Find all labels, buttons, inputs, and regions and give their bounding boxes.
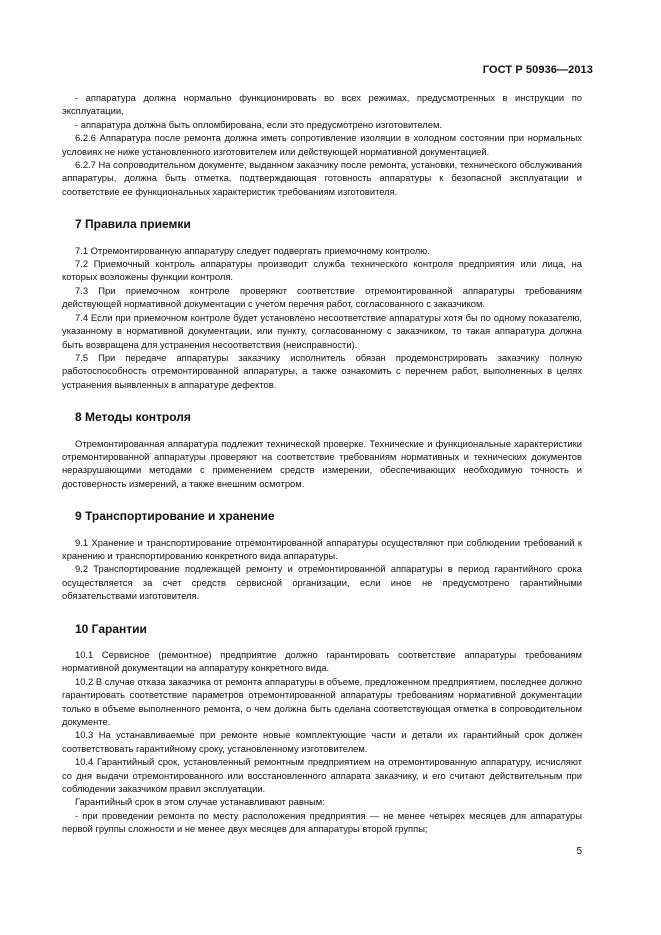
paragraph: Отремонтированная аппаратура подлежит технической проверке. Технические и функциональные характеристики отремонтированной аппаратуры проверяют на соответствие требованиям нормативных и технических документов неразрушающими методами с применением средств измерении, обеспечивающих необходимую точность и достоверность измерений, а также внешним осмотром. <box>62 437 582 489</box>
section-heading: 9 Транспортирование и хранение <box>75 509 275 524</box>
section-heading: 8 Методы контроля <box>75 410 191 425</box>
paragraph: - при проведении ремонта по месту расположения предприятия — не менее четырех месяцев для аппаратуры первой группы сложности и не менее двух месяцев для аппаратуры второй группы; <box>62 809 582 835</box>
paragraph: 10.4 Гарантийный срок, установленный ремонтным предприятием на отремонтированную аппаратуру, исчисляют со дня выдачи отремонтированного или восстановленного аппарата заказчику, и его считают действительным при соблюдении заказчиком правил эксплуатации. <box>62 756 582 795</box>
paragraph: 10.3 На устанавливаемые при ремонте новые комплектующие части и детали их гарантийный срок должен соответствовать гарантийному сроку, установленному изготовителем. <box>62 729 582 754</box>
document-body <box>62 91 582 836</box>
paragraph: - аппаратура должна быть опломбирована, если это предусмотрено изготовителем. <box>75 118 442 130</box>
document-standard-header: ГОСТ Р 50936—2013 <box>482 64 593 76</box>
paragraph: 10.2 В случае отказа заказчика от ремонта аппаратуры в объеме, предложенном предприятием, последнее должно гарантировать соответствие параметров отремонтированной аппаратуры требованиям нормативной документации только в объеме выполненного ремонта, о чем должна быть сделана соответствующая отметка в сопроводительном документе. <box>62 675 582 728</box>
paragraph: 9.1 Хранение и транспортирование отремонтированной аппаратуры осуществляют при соблюдении требований к хранению и транспортированию конкретного вида аппаратуры. <box>62 536 582 561</box>
paragraph: - аппаратура должна нормально функционировать во всех режимах, предусмотренных в инструкции по эксплуатации, <box>62 92 582 117</box>
paragraph: 6.2.7 На сопроводительном документе, выданном заказчику после ремонта, установки, технического обслуживания аппаратуры, должна быть отметка, подтверждающая готовность аппаратуры к безопасной эксплуатации и соответствие ее функциональных характеристик требованиям изготовителя. <box>62 159 582 197</box>
section-heading: 10 Гарантии <box>75 621 147 636</box>
paragraph: 7.3 При приемочном контроле проверяют соответствие отремонтированной аппаратуры требованиям действующей нормативной документации с учетом перечня работ, согласованного с заказчиком. <box>62 284 582 310</box>
paragraph: 7.5 При передаче аппаратуры заказчику исполнитель обязан продемонстрировать заказчику полную работоспособность отремонтированной аппаратуры, а также ознакомить с перечнем работ, выполненных в целях устранения выявленных в аппаратуре дефектов. <box>62 351 582 390</box>
section-heading: 7 Правила приемки <box>75 217 191 232</box>
paragraph: 7.2 Приемочный контроль аппаратуры производит служба технического контроля предприятия или лица, на которых возложены функции контроля. <box>62 258 582 283</box>
paragraph: 9.2 Транспортирование подлежащей ремонту и отремонтированной аппаратуры в период гарантийного срока осуществляется за счет средств сервисной организации, если иное не предусмотрено гарантийными обязательствами изготовителя. <box>62 563 582 602</box>
paragraph: 6.2.6 Аппаратура после ремонта должна иметь сопротивление изоляции в холодном состоянии при нормальных условиях не ниже установленного изготовителем или действующей нормативной документацией. <box>62 132 582 157</box>
paragraph: 7.1 Отремонтированную аппаратуру следует подвергать приемочному контролю. <box>75 244 430 256</box>
paragraph: 7.4 Если при приемочном контроле будет установлено несоответствие аппаратуры хотя бы по одному показателю, указанному в нормативной документации, или пункту, согласованному с заказчиком, то такая аппаратура должна быть возвращена для устранения несоответствия (неисправности). <box>62 311 582 350</box>
page-number: 5 <box>576 846 582 857</box>
paragraph: Гарантийный срок в этом случае устанавливают равным: <box>75 796 325 808</box>
paragraph: 10.1 Сервисное (ремонтное) предприятие должно гарантировать соответствие аппаратуры требованиям нормативной документации на аппаратуру конкретного вида. <box>62 649 582 674</box>
